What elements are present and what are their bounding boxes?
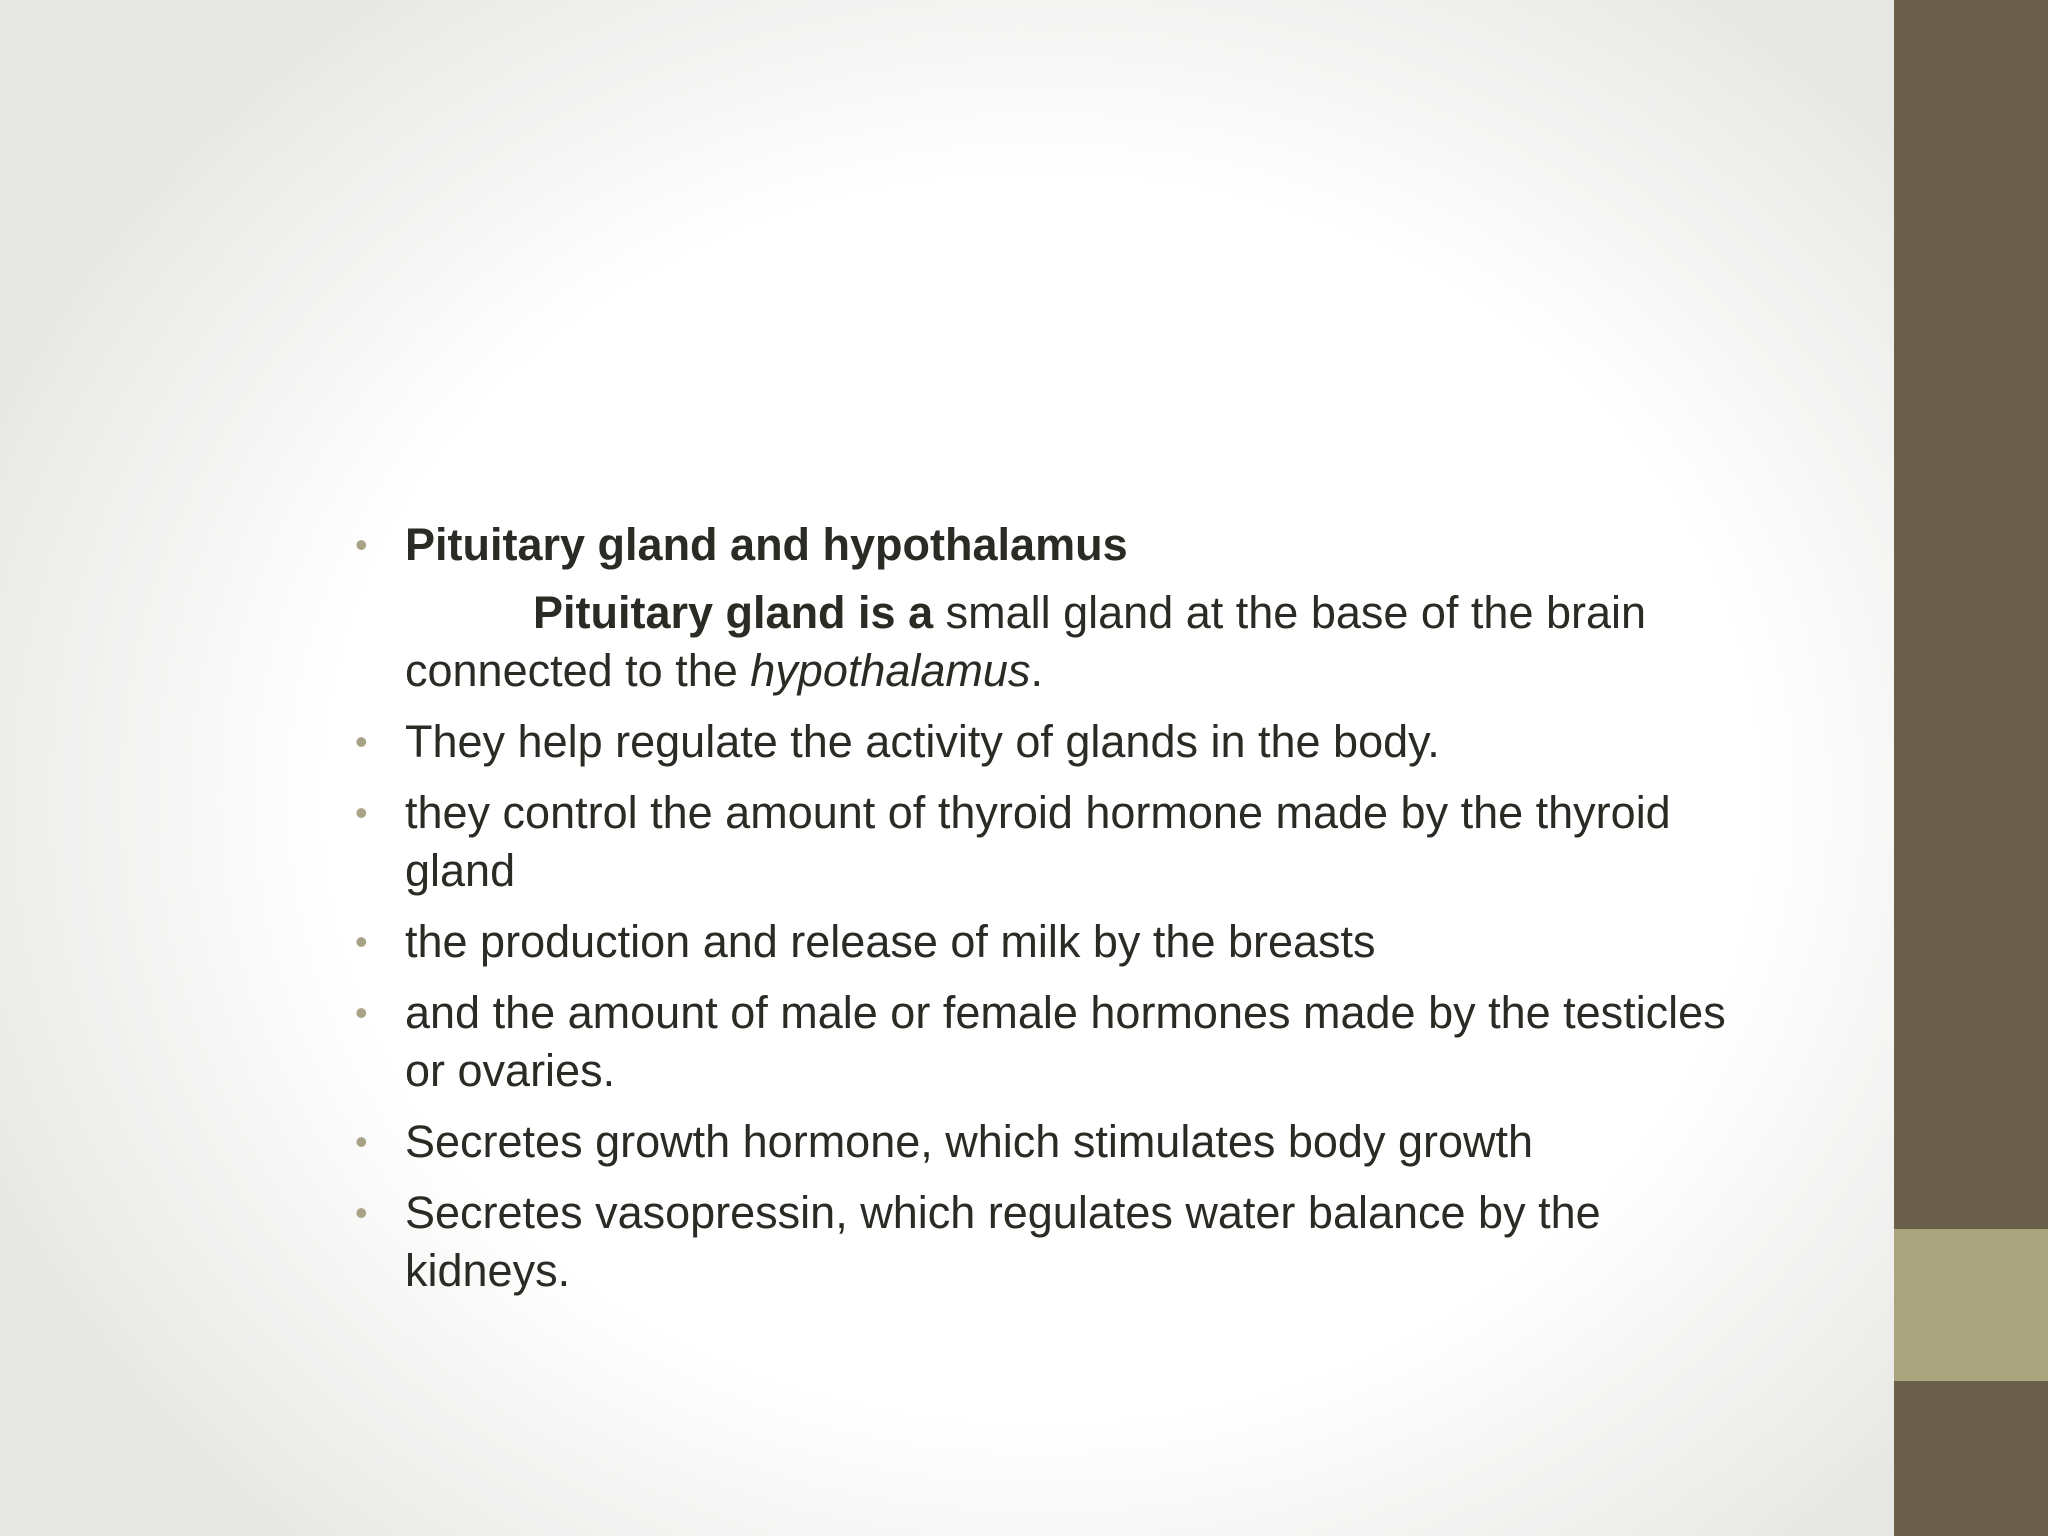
bullet-icon: • [355, 1121, 368, 1162]
definition-paragraph [350, 584, 1730, 700]
definition-lead: Pituitary gland is a [533, 587, 934, 638]
list-item [350, 1113, 1730, 1171]
list-item [350, 713, 1730, 771]
definition-text-b: . [1030, 645, 1043, 696]
side-accent-block [1894, 1229, 2048, 1381]
bullet-icon: • [355, 921, 368, 962]
list-item [350, 913, 1730, 971]
list-item-text: Secretes growth hormone, which stimulates body growth [405, 1116, 1534, 1167]
definition-text-a: small gland at the base of the brain connected to the [405, 587, 1647, 696]
heading-text: Pituitary gland and hypothalamus [405, 519, 1128, 570]
bullet-icon: • [355, 992, 368, 1033]
definition-term: hypothalamus [750, 645, 1031, 696]
slide-body [350, 516, 1730, 1313]
list-item-text: and the amount of male or female hormones made by the testicles or ovaries. [405, 987, 1726, 1096]
bullet-icon: • [355, 792, 368, 833]
bullet-icon: • [355, 721, 368, 762]
list-item-text: Secretes vasopressin, which regulates water balance by the kidneys. [405, 1187, 1601, 1296]
bullet-icon: • [355, 1192, 368, 1233]
list-item [350, 1184, 1730, 1300]
list-item [350, 984, 1730, 1100]
list-item [350, 784, 1730, 900]
list-item-text: They help regulate the activity of glands in the body. [405, 716, 1440, 767]
list-item-text: they control the amount of thyroid hormone made by the thyroid gland [405, 787, 1671, 896]
list-item-heading [350, 516, 1730, 574]
bullet-icon: • [355, 524, 368, 565]
list-item-text: the production and release of milk by the breasts [405, 916, 1376, 967]
